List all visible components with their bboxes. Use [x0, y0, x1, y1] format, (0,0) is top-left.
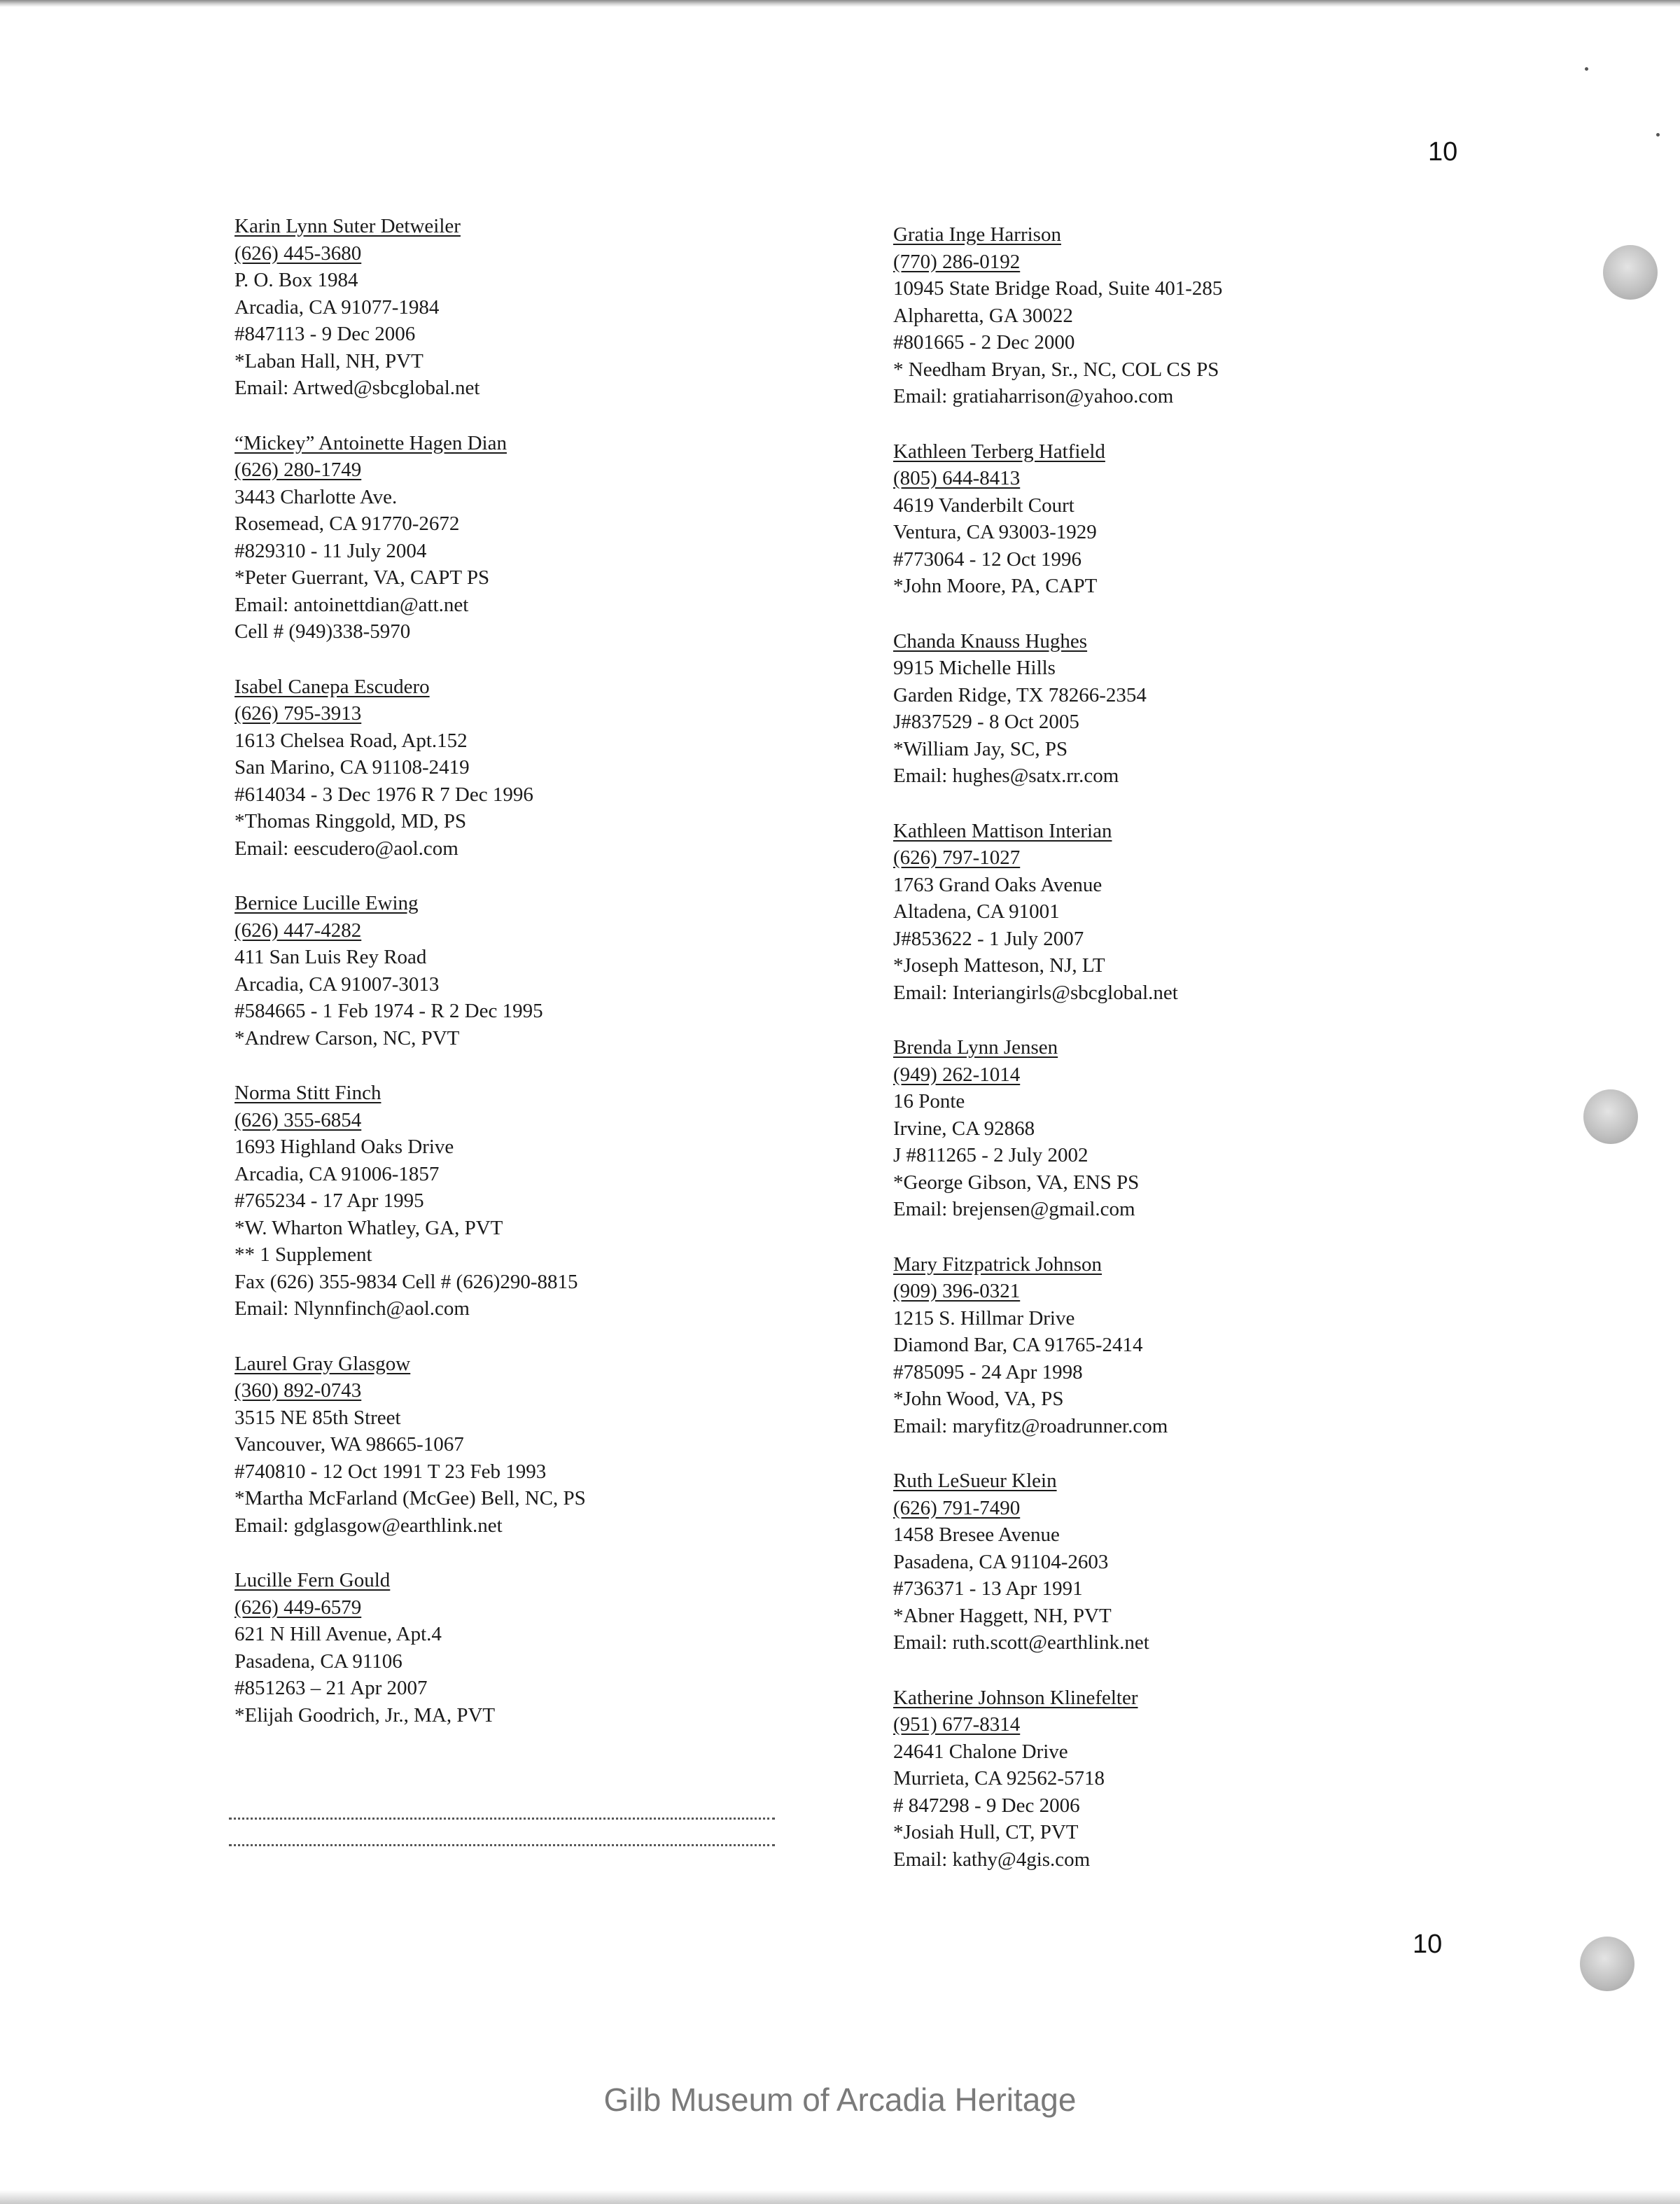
member-phone: (626) 445-3680: [234, 242, 362, 265]
member-entry: [234, 430, 794, 646]
member-entry: [893, 628, 1453, 790]
member-entry: [893, 1251, 1453, 1440]
member-detail-line: #765234 - 17 Apr 1995: [234, 1190, 424, 1212]
binder-hole: [1580, 1937, 1634, 1991]
member-phone: (951) 677-8314: [893, 1713, 1021, 1736]
member-detail-line: Arcadia, CA 91007-3013: [234, 972, 440, 996]
member-detail-line: 4619 Vanderbilt Court: [893, 494, 1074, 517]
member-phone: (626) 797-1027: [893, 846, 1021, 869]
member-name: Karin Lynn Suter Detweiler: [234, 215, 461, 237]
member-phone: (949) 262-1014: [893, 1063, 1021, 1086]
member-detail-line: #851263 – 21 Apr 2007: [234, 1677, 428, 1699]
scan-speck: [1656, 133, 1660, 137]
member-detail-line: #740810 - 12 Oct 1991 T 23 Feb 1993: [234, 1460, 547, 1483]
member-detail-line: Cell # (949)338-5970: [234, 620, 411, 643]
binder-hole: [1583, 1089, 1638, 1144]
page-number-top: 10: [1428, 137, 1458, 167]
member-detail-line: #847113 - 9 Dec 2006: [234, 323, 416, 345]
member-detail-line: 3443 Charlotte Ave.: [234, 485, 398, 508]
member-detail-line: Email: gdglasgow@earthlink.net: [234, 1514, 503, 1537]
member-detail-line: 16 Ponte: [893, 1090, 965, 1113]
member-detail-line: Email: maryfitz@roadrunner.com: [893, 1414, 1168, 1437]
member-entry: [234, 674, 794, 863]
member-detail-line: *John Moore, PA, CAPT: [893, 575, 1098, 597]
member-detail-line: *Thomas Ringgold, MD, PS: [234, 810, 467, 832]
member-detail-line: #614034 - 3 Dec 1976 R 7 Dec 1996: [234, 783, 533, 806]
member-detail-line: Email: hughes@satx.rr.com: [893, 765, 1119, 787]
member-detail-line: #829310 - 11 July 2004: [234, 539, 427, 562]
member-detail-line: Email: gratiaharrison@yahoo.com: [893, 385, 1174, 407]
member-phone: (626) 280-1749: [234, 459, 362, 481]
member-detail-line: Rosemead, CA 91770-2672: [234, 512, 460, 535]
member-detail-line: *Joseph Matteson, NJ, LT: [893, 954, 1105, 977]
member-detail-line: Altadena, CA 91001: [893, 900, 1060, 923]
scan-speck: [1585, 67, 1588, 71]
member-detail-line: *Laban Hall, NH, PVT: [234, 349, 424, 372]
member-detail-line: 1458 Bresee Avenue: [893, 1523, 1060, 1546]
member-detail-line: *John Wood, VA, PS: [893, 1388, 1064, 1410]
member-detail-line: Fax (626) 355-9834 Cell # (626)290-8815: [234, 1270, 578, 1293]
member-detail-line: J #811265 - 2 July 2002: [893, 1144, 1088, 1166]
member-phone: (770) 286-0192: [893, 250, 1021, 273]
member-detail-line: *George Gibson, VA, ENS PS: [893, 1171, 1140, 1194]
member-entry: [234, 1351, 794, 1540]
member-entry: [234, 1080, 794, 1323]
page-number-bottom: 10: [1413, 1930, 1443, 1959]
member-detail-line: Vancouver, WA 98665-1067: [234, 1433, 464, 1456]
member-name: Kathleen Terberg Hatfield: [893, 440, 1105, 463]
member-detail-line: Email: Artwed@sbcglobal.net: [234, 377, 480, 399]
member-phone: (909) 396-0321: [893, 1280, 1021, 1302]
member-detail-line: 1693 Highland Oaks Drive: [234, 1136, 454, 1158]
member-phone: (360) 892-0743: [234, 1379, 362, 1402]
member-detail-line: 10945 State Bridge Road, Suite 401-285: [893, 277, 1223, 300]
member-detail-line: Email: eescudero@aol.com: [234, 837, 458, 860]
member-detail-line: * Needham Bryan, Sr., NC, COL CS PS: [893, 358, 1219, 381]
member-detail-line: Ventura, CA 93003-1929: [893, 521, 1097, 543]
member-phone: (626) 449-6579: [234, 1596, 362, 1619]
member-detail-line: 1613 Chelsea Road, Apt.152: [234, 729, 468, 752]
dotted-line: [229, 1818, 775, 1820]
member-entry: [234, 213, 794, 402]
member-detail-line: 621 N Hill Avenue, Apt.4: [234, 1623, 442, 1645]
member-detail-line: Email: Nlynnfinch@aol.com: [234, 1297, 470, 1320]
member-detail-line: *Elijah Goodrich, Jr., MA, PVT: [234, 1703, 496, 1727]
scan-bottom-edge: [0, 2190, 1680, 2204]
member-detail-line: *Josiah Hull, CT, PVT: [893, 1821, 1079, 1843]
member-detail-line: *Abner Haggett, NH, PVT: [893, 1604, 1112, 1627]
member-name: Ruth LeSueur Klein: [893, 1470, 1057, 1492]
member-detail-line: 1215 S. Hillmar Drive: [893, 1306, 1075, 1330]
dotted-line: [229, 1844, 775, 1846]
member-detail-line: *Martha McFarland (McGee) Bell, NC, PS: [234, 1487, 586, 1509]
member-entry: [893, 818, 1453, 1007]
member-phone: (626) 795-3913: [234, 702, 362, 725]
footer-watermark: Gilb Museum of Arcadia Heritage: [603, 2081, 1077, 2118]
member-detail-line: ** 1 Supplement: [234, 1243, 372, 1266]
member-detail-line: Garden Ridge, TX 78266-2354: [893, 683, 1147, 706]
member-name: Isabel Canepa Escudero: [234, 675, 430, 698]
member-detail-line: Murrieta, CA 92562-5718: [893, 1767, 1105, 1790]
member-detail-line: Email: brejensen@gmail.com: [893, 1198, 1135, 1220]
member-detail-line: Pasadena, CA 91104-2603: [893, 1550, 1109, 1573]
member-name: Brenda Lynn Jensen: [893, 1036, 1058, 1059]
member-detail-line: # 847298 - 9 Dec 2006: [893, 1794, 1080, 1817]
member-name: Norma Stitt Finch: [234, 1082, 382, 1104]
member-detail-line: *Andrew Carson, NC, PVT: [234, 1026, 460, 1049]
member-phone: (626) 447-4282: [234, 919, 362, 942]
member-name: Mary Fitzpatrick Johnson: [893, 1253, 1102, 1276]
member-detail-line: #785095 - 24 Apr 1998: [893, 1360, 1083, 1383]
member-name: Kathleen Mattison Interian: [893, 819, 1112, 842]
member-detail-line: Arcadia, CA 91006-1857: [234, 1162, 440, 1185]
member-detail-line: Irvine, CA 92868: [893, 1117, 1035, 1140]
member-entry: [893, 438, 1453, 600]
member-name: Bernice Lucille Ewing: [234, 892, 419, 914]
member-entry: [893, 1034, 1453, 1223]
member-name: Lucille Fern Gould: [234, 1569, 391, 1591]
member-detail-line: Email: Interiangirls@sbcglobal.net: [893, 981, 1178, 1004]
member-entry: [893, 1685, 1453, 1874]
member-phone: (626) 791-7490: [893, 1496, 1021, 1519]
member-entry: [234, 890, 794, 1052]
member-detail-line: #801665 - 2 Dec 2000: [893, 331, 1075, 354]
member-detail-line: 3515 NE 85th Street: [234, 1406, 401, 1429]
member-name: Chanda Knauss Hughes: [893, 629, 1088, 653]
scan-top-edge: [0, 0, 1680, 7]
member-phone: (805) 644-8413: [893, 467, 1021, 489]
member-detail-line: 411 San Luis Rey Road: [234, 946, 427, 968]
member-detail-line: Arcadia, CA 91077-1984: [234, 295, 440, 319]
member-detail-line: P. O. Box 1984: [234, 269, 358, 291]
member-detail-line: *W. Wharton Whatley, GA, PVT: [234, 1216, 503, 1239]
member-detail-line: #736371 - 13 Apr 1991: [893, 1577, 1083, 1600]
member-detail-line: Email: ruth.scott@earthlink.net: [893, 1631, 1149, 1654]
member-detail-line: Email: antoinettdian@att.net: [234, 593, 469, 616]
member-detail-line: Alpharetta, GA 30022: [893, 304, 1073, 327]
member-detail-line: 9915 Michelle Hills: [893, 657, 1056, 679]
member-detail-line: Diamond Bar, CA 91765-2414: [893, 1334, 1143, 1356]
member-detail-line: Pasadena, CA 91106: [234, 1649, 402, 1673]
right-column: [893, 221, 1453, 1901]
member-name: Gratia Inge Harrison: [893, 223, 1061, 246]
member-detail-line: 1763 Grand Oaks Avenue: [893, 873, 1102, 896]
member-detail-line: San Marino, CA 91108-2419: [234, 756, 470, 779]
member-detail-line: J#853622 - 1 July 2007: [893, 927, 1084, 950]
member-name: Laurel Gray Glasgow: [234, 1352, 411, 1375]
member-detail-line: Email: kathy@4gis.com: [893, 1848, 1091, 1871]
left-column: [234, 213, 794, 1757]
member-phone: (626) 355-6854: [234, 1108, 362, 1131]
member-entry: [893, 1467, 1453, 1657]
binder-hole: [1603, 245, 1658, 300]
member-detail-line: #584665 - 1 Feb 1974 - R 2 Dec 1995: [234, 1000, 543, 1022]
member-name: “Mickey” Antoinette Hagen Dian: [234, 431, 507, 454]
member-detail-line: *Peter Guerrant, VA, CAPT PS: [234, 566, 490, 589]
member-name: Katherine Johnson Klinefelter: [893, 1686, 1138, 1709]
member-entry: [234, 1567, 794, 1729]
member-detail-line: J#837529 - 8 Oct 2005: [893, 711, 1079, 733]
member-detail-line: *William Jay, SC, PS: [893, 737, 1068, 760]
member-detail-line: 24641 Chalone Drive: [893, 1740, 1068, 1763]
member-entry: [893, 221, 1453, 410]
member-detail-line: #773064 - 12 Oct 1996: [893, 547, 1082, 571]
